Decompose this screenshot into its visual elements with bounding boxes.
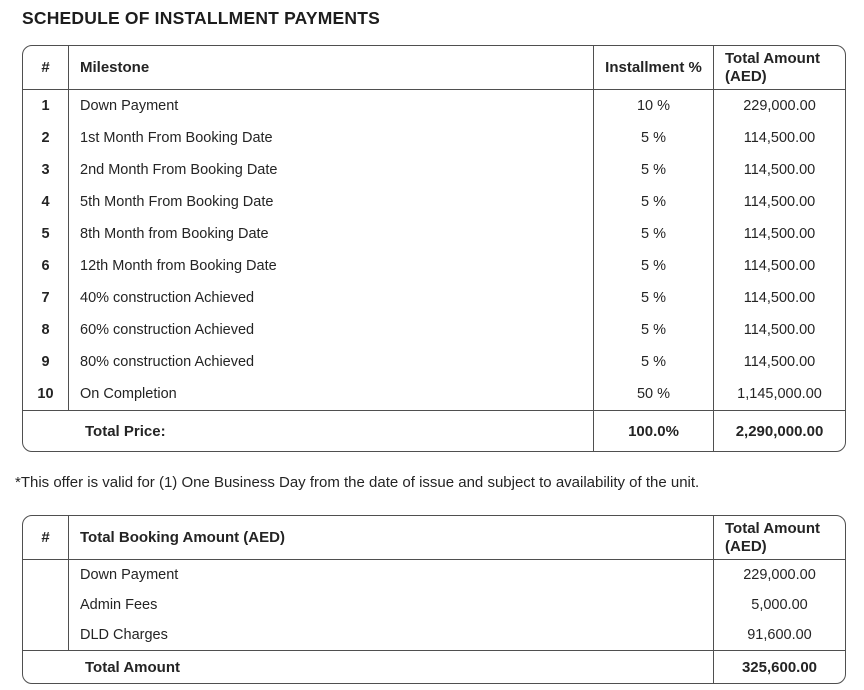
row-installment: 5 % [594, 346, 714, 378]
row-milestone: 80% construction Achieved [69, 346, 594, 378]
row-amount: 91,600.00 [747, 627, 812, 643]
row-amount: 114,500.00 [743, 322, 816, 338]
row-milestone: Down Payment [69, 90, 594, 122]
row-amount: 1,145,000.00 [737, 386, 822, 402]
row-label: Down Payment [69, 560, 714, 590]
row-amount: 114,500.00 [743, 258, 816, 274]
row-milestone: 60% construction Achieved [69, 314, 594, 346]
row-installment: 5 % [594, 186, 714, 218]
booking-total-amount: 325,600.00 [714, 650, 845, 683]
row-amount: 114,500.00 [743, 162, 816, 178]
installment-header-num: # [23, 46, 69, 90]
row-num: 1 [23, 90, 69, 122]
row-num-empty [23, 560, 69, 590]
total-price-installment: 100.0% [594, 410, 714, 451]
row-num: 3 [23, 154, 69, 186]
installment-header-milestone: Milestone [69, 46, 594, 90]
booking-header-label: Total Booking Amount (AED) [69, 516, 714, 560]
row-amount: 114,500.00 [743, 354, 816, 370]
row-milestone: On Completion [69, 378, 594, 410]
row-installment: 50 % [594, 378, 714, 410]
total-price-label: Total Price: [23, 410, 594, 451]
booking-header-num: # [23, 516, 69, 560]
installment-table [22, 45, 846, 452]
row-milestone: 1st Month From Booking Date [69, 122, 594, 154]
total-price-amount: 2,290,000.00 [714, 410, 845, 451]
row-installment: 10 % [594, 90, 714, 122]
row-milestone: 12th Month from Booking Date [69, 250, 594, 282]
row-amount: 114,500.00 [743, 194, 816, 210]
row-label: DLD Charges [69, 620, 714, 650]
page-title: SCHEDULE OF INSTALLMENT PAYMENTS [22, 8, 381, 28]
row-installment: 5 % [594, 282, 714, 314]
row-installment: 5 % [594, 250, 714, 282]
row-installment: 5 % [594, 154, 714, 186]
row-num-empty [23, 620, 69, 650]
row-amount: 5,000.00 [751, 597, 808, 613]
offer-validity-note: *This offer is valid for (1) One Business Day from the date of issue and subject to availability of the unit. [15, 474, 700, 491]
row-num: 2 [23, 122, 69, 154]
row-amount: 114,500.00 [743, 290, 816, 306]
row-milestone: 2nd Month From Booking Date [69, 154, 594, 186]
row-milestone: 8th Month from Booking Date [69, 218, 594, 250]
row-num: 7 [23, 282, 69, 314]
booking-total-label: Total Amount [23, 650, 714, 683]
row-label: Admin Fees [69, 590, 714, 620]
row-installment: 5 % [594, 314, 714, 346]
row-num: 4 [23, 186, 69, 218]
row-num: 9 [23, 346, 69, 378]
row-milestone: 40% construction Achieved [69, 282, 594, 314]
row-num: 6 [23, 250, 69, 282]
installment-header-installment: Installment % [594, 46, 714, 90]
row-num: 8 [23, 314, 69, 346]
row-installment: 5 % [594, 122, 714, 154]
row-amount: 114,500.00 [743, 130, 816, 146]
booking-table [22, 515, 846, 684]
row-milestone: 5th Month From Booking Date [69, 186, 594, 218]
row-num: 10 [23, 378, 69, 410]
booking-header-amount: Total Amount (AED) [714, 516, 845, 560]
row-amount: 229,000.00 [743, 98, 816, 114]
row-num-empty [23, 590, 69, 620]
installment-header-amount: Total Amount (AED) [714, 46, 845, 90]
row-amount: 229,000.00 [743, 567, 816, 583]
row-installment: 5 % [594, 218, 714, 250]
row-num: 5 [23, 218, 69, 250]
row-amount: 114,500.00 [743, 226, 816, 242]
